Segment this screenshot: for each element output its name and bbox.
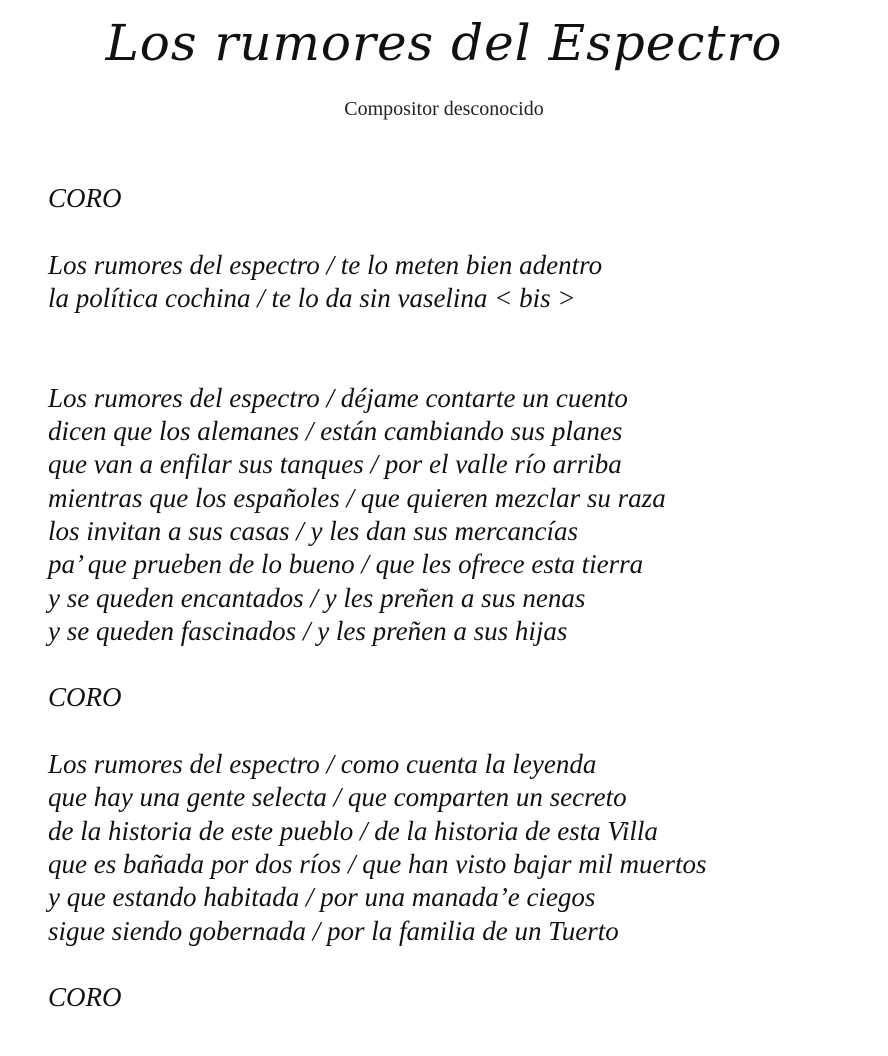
lyric-line: mientras que los españoles / que quieren mezclar su raza (48, 482, 666, 513)
lyric-line: la política cochina / te lo da sin vaselina < bis > (48, 282, 576, 313)
lyric-line: que van a enfilar sus tanques / por el valle río arriba (48, 449, 622, 480)
lyric-line: y se queden encantados / y les preñen a sus nenas (48, 582, 586, 613)
lyric-line: Los rumores del espectro / te lo meten bien adentro (48, 249, 603, 280)
lyric-line: que hay una gente selecta / que comparten un secreto (48, 782, 627, 813)
lyric-line: que es bañada por dos ríos / que han visto bajar mil muertos (48, 848, 707, 879)
lyric-line: y se queden fascinados / y les preñen a sus hijas (48, 615, 568, 646)
lyric-line: Los rumores del espectro / como cuenta la leyenda (48, 749, 597, 780)
stanza-spacer (48, 715, 878, 748)
lyric-line: Los rumores del espectro / déjame contarte un cuento (48, 382, 628, 413)
stanza-spacer (48, 348, 878, 381)
chorus-stanza (48, 249, 878, 316)
lyric-line: y que estando habitada / por una manada’e ciegos (48, 882, 596, 913)
stanza-spacer (48, 215, 878, 248)
lyric-line: los invitan a sus casas / y les dan sus mercancías (48, 515, 578, 546)
lyric-line: de la historia de este pueblo / de la historia de esta Villa (48, 815, 658, 846)
coro-label: CORO (48, 982, 122, 1013)
stanza-spacer (48, 648, 878, 681)
verse-stanza-2 (48, 748, 878, 948)
coro-label: CORO (48, 682, 122, 713)
lyric-line: pa’ que prueben de lo bueno / que les ofrece esta tierra (48, 549, 644, 580)
verse-stanza-1 (48, 382, 878, 648)
coro-label: CORO (48, 183, 122, 213)
stanza-spacer (48, 315, 878, 348)
stanza-spacer (48, 948, 878, 981)
composer-credit: Compositor desconocido (344, 98, 544, 120)
lyric-line: sigue siendo gobernada / por la familia de un Tuerto (48, 915, 619, 946)
lyrics-body (48, 182, 878, 1014)
song-title: Los rumores del Espectro (105, 14, 783, 72)
lyric-line: dicen que los alemanes / están cambiando sus planes (48, 416, 623, 447)
